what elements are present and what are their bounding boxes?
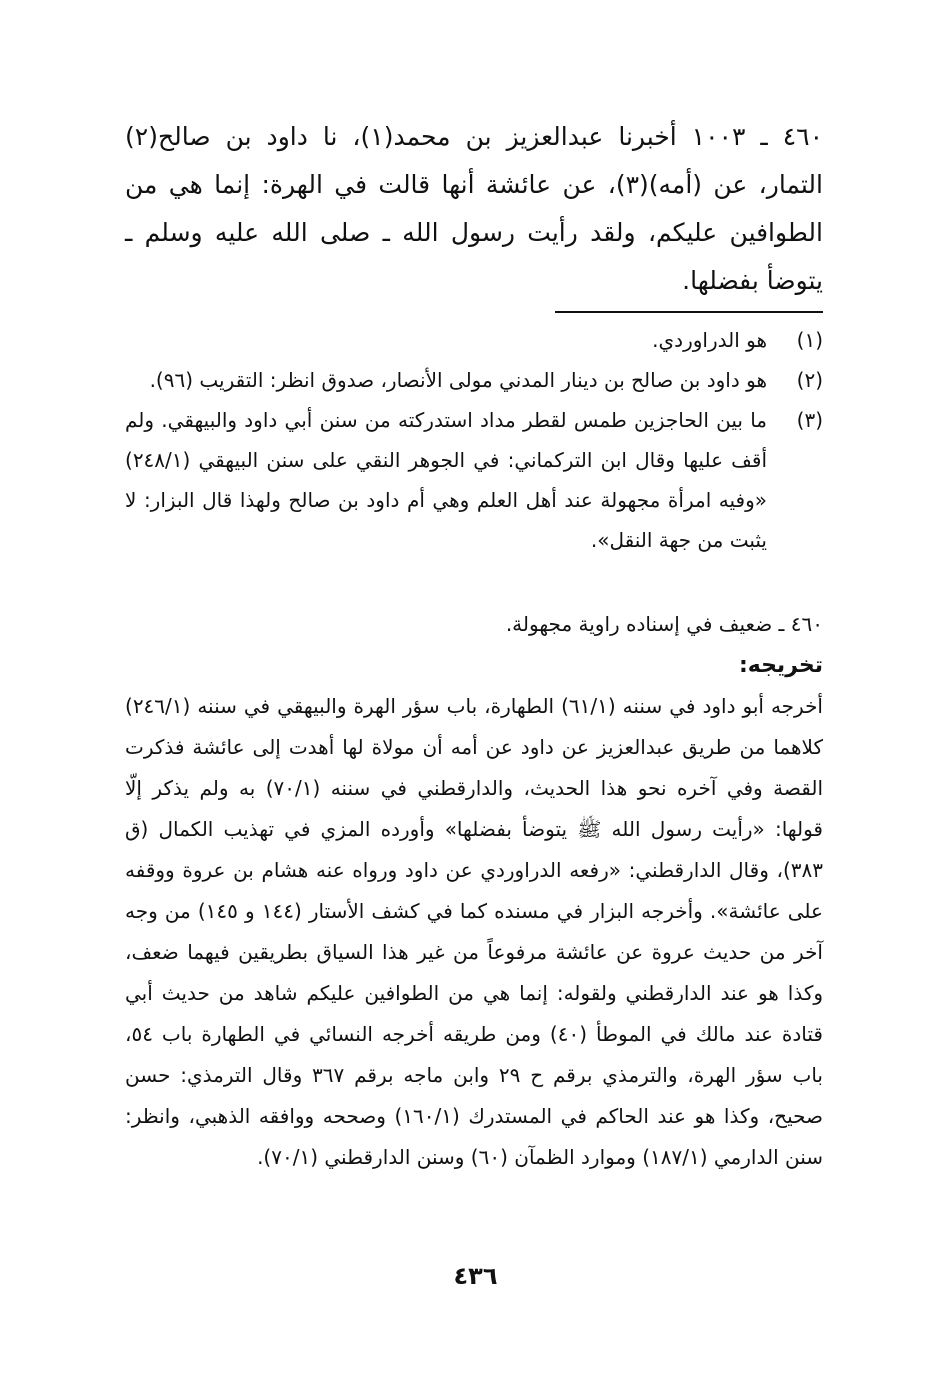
takhrij-heading: تخريجه: [738, 653, 823, 678]
footnote-number: (٢) [796, 368, 823, 392]
footnote-text: هو داود بن صالح بن دينار المدني مولى الأنصار، صدوق انظر: التقريب (٩٦). [149, 368, 767, 392]
footnote-number: (١) [796, 328, 823, 352]
footnote-1 [125, 320, 823, 360]
footnote-number: (٣) [796, 408, 823, 432]
footnote-text: ما بين الحاجزين طمس لقطر مداد استدركته من سنن أبي داود والبيهقي. ولم أقف عليها وقال ابن التركماني: في الجوهر النقي على سنن البيهقي (٢٤٨/١) «وفيه امرأة مجهولة عند أهل العلم وهي أم داود بن صالح ولهذا قال البزار: لا يثبت من جهة النقل». [125, 408, 767, 552]
hadith-text: ٤٦٠ ـ ١٠٠٣ أخبرنا عبدالعزيز بن محمد(١)، نا داود بن صالح(٢) التمار، عن (أمه)(٣)، عن عائشة أنها قالت في الهرة: إنما هي من الطوافين عليكم، ولقد رأيت رسول الله ـ صلى الله عليه وسلم ـ يتوضأ بفضلها. [125, 122, 824, 295]
footnotes-section [125, 320, 823, 560]
footnote-2 [125, 360, 823, 400]
page-number: ٤٣٦ [453, 1262, 498, 1290]
commentary-section [125, 604, 823, 1178]
footnote-3 [125, 400, 823, 560]
takhrij-text: أخرجه أبو داود في سننه (٦١/١) الطهارة، باب سؤر الهرة والبيهقي في سننه (٢٤٦/١) كلاهما من طريق عبدالعزيز عن داود عن أمه أن مولاة لها أهدت إلى عائشة فذكرت القصة وفي آخره نحو هذا الحديث، والدارقطني في سننه (٧٠/١) به ولم يذكر إلّا قولها: «رأيت رسول الله ﷺ يتوضأ بفضلها» وأورده المزي في تهذيب الكمال (ق ٣٨٣)، وقال الدارقطني: «رفعه الدراوردي عن داود ورواه عنه هشام بن عروة ووقفه على عائشة». وأخرجه البزار في مسنده كما في كشف الأستار (١٤٤ و ١٤٥) من وجه آخر من حديث عروة عن عائشة مرفوعاً من غير هذا السياق بطريقين فيهما ضعف، وكذا هو عند الدارقطني ولقوله: إنما هي من الطوافين عليكم شاهد من حديث أبي قتادة عند مالك في الموطأ (٤٠) ومن طريقه أخرجه النسائي في الطهارة باب ٥٤، باب سؤر الهرة، والترمذي برقم ح ٢٩ وابن ماجه برقم ٣٦٧ وقال الترمذي: حسن صحيح، وكذا هو عند الحاكم في المستدرك (١٦٠/١) وصححه ووافقه الذهبي، وانظر: سنن الدارمي (١٨٧/١) وموارد الظمآن (٦٠) وسنن الدارقطني (٧٠/١). [125, 694, 824, 1169]
footnote-separator [555, 311, 823, 313]
footnote-text: هو الدراوردي. [652, 328, 767, 352]
hadith-grading: ٤٦٠ ـ ضعيف في إسناده راوية مجهولة. [505, 612, 823, 636]
